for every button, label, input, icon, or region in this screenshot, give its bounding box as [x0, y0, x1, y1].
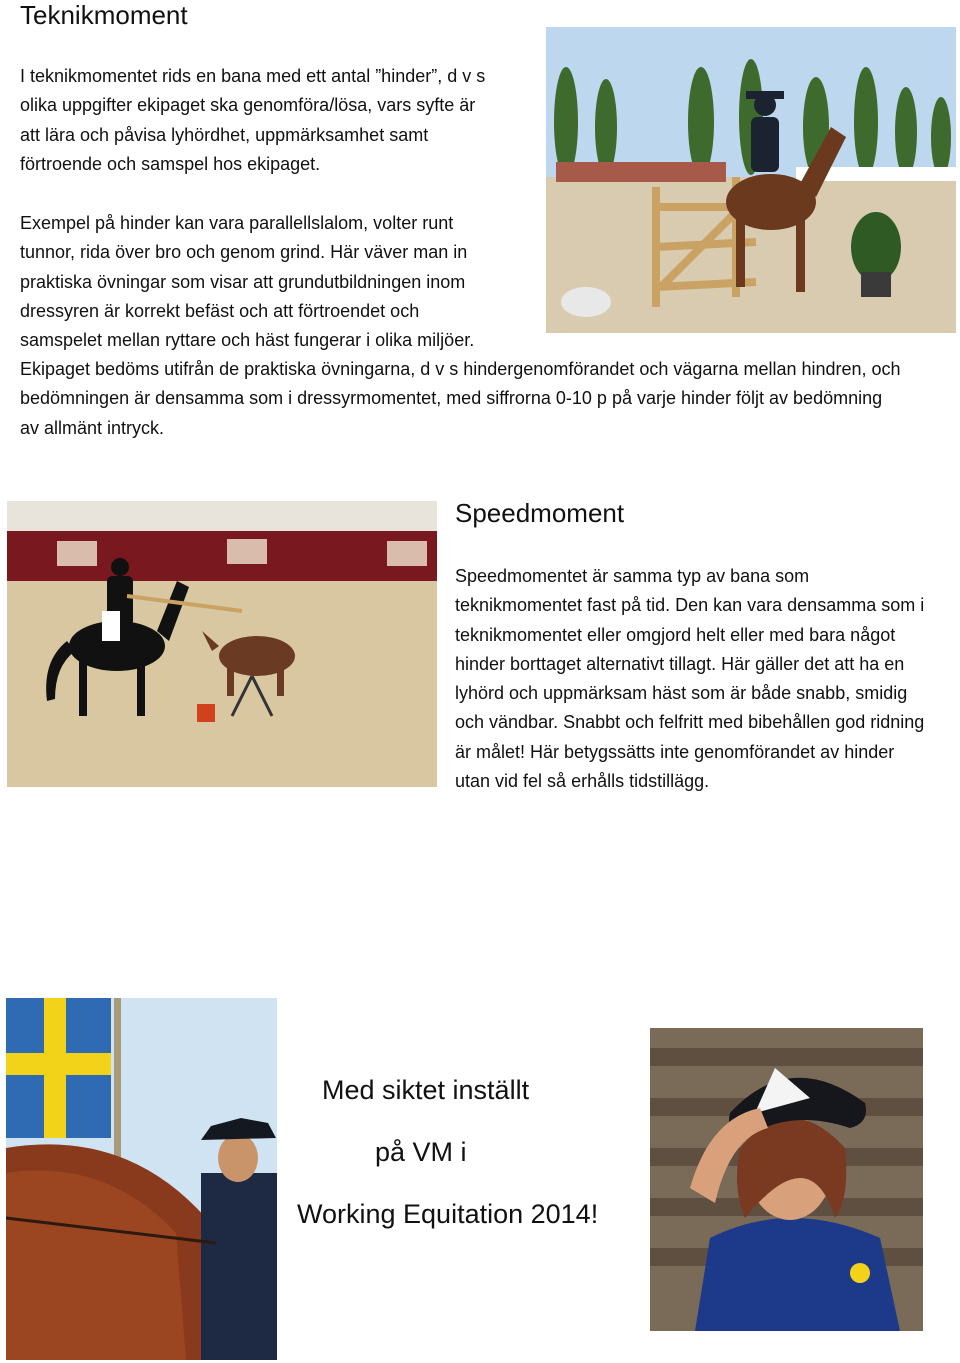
banner-line-3: Working Equitation 2014!: [297, 1199, 599, 1229]
teknikmoment-intro-paragraph: [20, 62, 540, 179]
paragraph-line: lyhörd och uppmärksam häst som är både snabb, smidig: [455, 683, 908, 704]
banner-line-2: på VM i: [375, 1137, 467, 1167]
teknikmoment-example-paragraph: [20, 209, 545, 355]
paragraph-line: teknikmomentet fast på tid. Den kan vara densamma som i: [455, 595, 925, 616]
banner-line-1: Med siktet inställt: [322, 1075, 530, 1105]
paragraph-line: Exempel på hinder kan vara parallellslalom, volter runt: [20, 213, 454, 233]
teknikmoment-judging-paragraph: [20, 355, 955, 443]
speedmoment-title: Speedmoment: [455, 498, 625, 528]
paragraph-line: och vändbar. Snabbt och felfritt med bibehållen god ridning: [455, 712, 925, 733]
paragraph-line: praktiska övningar som visar att grundutbildningen inom: [20, 271, 466, 292]
paragraph-line: att lära och påvisa lyhördhet, uppmärksamhet samt: [20, 124, 429, 145]
gate-obstacle-photo: [546, 27, 956, 333]
speedmoment-paragraph: [455, 562, 960, 796]
paragraph-line: samspelet mellan ryttare och häst fungerar i olika miljöer.: [20, 330, 475, 351]
paragraph-line: utan vid fel så erhålls tidstillägg.: [455, 771, 710, 792]
paragraph-line: tunnor, rida över bro och genom grind. Här väver man in: [20, 242, 468, 263]
teknikmoment-title: Teknikmoment: [20, 0, 188, 30]
paragraph-line: I teknikmomentet rids en bana med ett antal ”hinder”, d v s: [20, 66, 486, 86]
paragraph-line: Ekipaget bedöms utifrån de praktiska övningarna, d v s hindergenomförandet och vägarna mellan hindren, och: [20, 359, 901, 379]
paragraph-line: dressyren är korrekt befäst och att förtroendet och: [20, 300, 420, 321]
paragraph-line: förtroende och samspel hos ekipaget.: [20, 153, 321, 174]
paragraph-line: Speedmomentet är samma typ av bana som: [455, 566, 810, 586]
paragraph-line: av allmänt intryck.: [20, 417, 165, 438]
paragraph-line: hinder borttaget alternativt tillagt. Här gäller det att ha en: [455, 653, 905, 674]
paragraph-line: bedömningen är densamma som i dressyrmomentet, med siffrorna 0-10 p på varje hinder följt av bedömning: [20, 388, 883, 409]
saluting-rider-photo: [650, 1028, 923, 1331]
paragraph-line: teknikmomentet eller omgjord helt eller med bara något: [455, 624, 896, 645]
bull-target-photo: [7, 501, 437, 787]
paragraph-line: är målet! Här betygssätts inte genomförandet av hinder: [455, 741, 895, 762]
flag-rider-photo: [6, 998, 277, 1360]
paragraph-line: olika uppgifter ekipaget ska genomföra/lösa, vars syfte är: [20, 95, 476, 116]
